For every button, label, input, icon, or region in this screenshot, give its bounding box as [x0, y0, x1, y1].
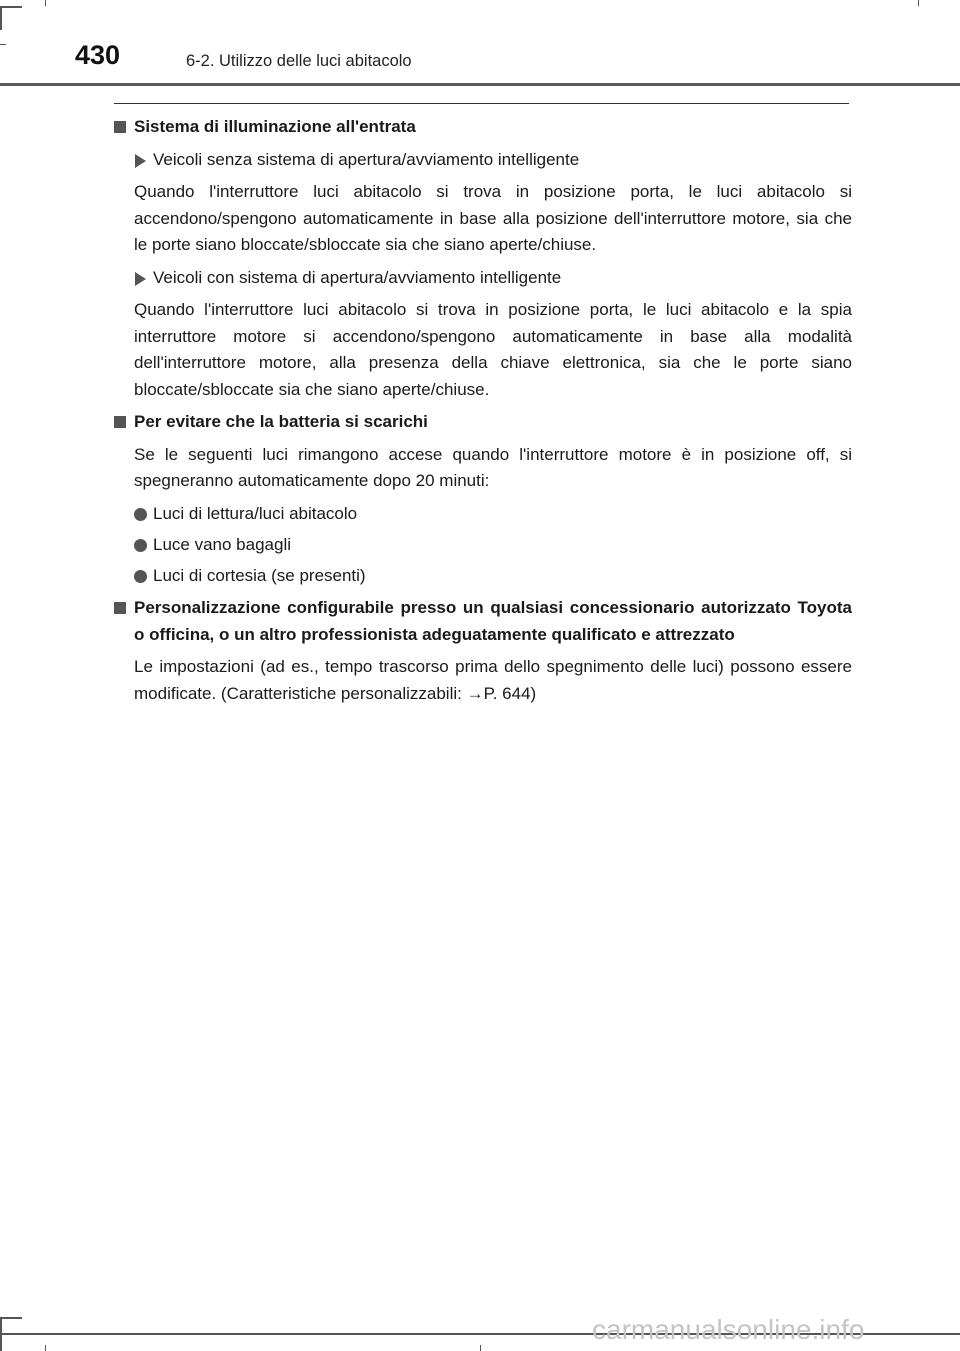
subsection-label [134, 265, 852, 292]
list-item-text: Luci di cortesia (se presenti) [153, 565, 366, 585]
section-heading-text: Sistema di illuminazione all'entrata [134, 117, 416, 136]
section-heading [114, 114, 852, 141]
header-rule [0, 83, 960, 86]
circle-bullet-icon [134, 539, 147, 552]
section-heading-text: Per evitare che la batteria si scarichi [134, 412, 428, 431]
crop-mark [480, 1345, 481, 1351]
list-item [134, 501, 852, 528]
page-content [114, 114, 852, 713]
circle-bullet-icon [134, 508, 147, 521]
crop-mark [0, 1317, 22, 1319]
content-top-rule [114, 103, 849, 104]
circle-bullet-icon [134, 570, 147, 583]
square-bullet-icon [114, 602, 126, 614]
watermark-text: carmanualsonline.info [592, 1314, 865, 1345]
section-heading [114, 409, 852, 436]
list-item [134, 563, 852, 590]
square-bullet-icon [114, 416, 126, 428]
section-paragraph: Le impostazioni (ad es., tempo trascorso prima dello spegnimento delle luci) possono essere modificate. (Caratteristiche personalizzabili: →P. 644) [134, 657, 852, 703]
subsection-label-text: Veicoli senza sistema di apertura/avviamento intelligente [153, 149, 580, 169]
watermark-logo [592, 1312, 957, 1346]
subsection-paragraph: Quando l'interruttore luci abitacolo si trova in posizione porta, le luci abitacolo e la spia interruttore motore si accendono/spengono automaticamente in base alla modalità dell'interruttore motore, alla presenza della chiave elettronica, sia che le porte siano bloccate/sbloccate sia che siano aperte/chiuse. [134, 300, 852, 399]
section-title: 6-2. Utilizzo delle luci abitacolo [186, 52, 412, 70]
subsection-label-text: Veicoli con sistema di apertura/avviamento intelligente [153, 267, 562, 287]
section-paragraph: Se le seguenti luci rimangono accese quando l'interruttore motore è in posizione off, si spegneranno automaticamente dopo 20 minuti: [134, 444, 852, 490]
list-item [134, 532, 852, 559]
section-heading [114, 595, 852, 648]
section-heading-text: Personalizzazione configurabile presso un qualsiasi concessionario autorizzato Toyota o officina, o un altro professionista adeguatamente qualificato e attrezzato [134, 598, 852, 644]
crop-mark [45, 1345, 46, 1351]
section-batteria [114, 409, 852, 589]
list-item-text: Luce vano bagagli [153, 534, 292, 554]
watermark-logo-image [592, 1312, 957, 1346]
subsection-paragraph: Quando l'interruttore luci abitacolo si trova in posizione porta, le luci abitacolo si accendono/spengono automaticamente in base alla posizione dell'interruttore motore, sia che le porte siano bloccate/sbloccate sia che siano aperte/chiuse. [134, 182, 852, 254]
page-header [0, 0, 960, 88]
square-bullet-icon [114, 121, 126, 133]
page-number: 430 [75, 40, 121, 70]
section-personalizzazione [114, 595, 852, 707]
section-illuminazione-entrata [114, 114, 852, 403]
triangle-right-icon [135, 272, 146, 286]
subsection-label [134, 147, 852, 174]
list-item-text: Luci di lettura/luci abitacolo [153, 503, 358, 523]
triangle-right-icon [135, 154, 146, 168]
